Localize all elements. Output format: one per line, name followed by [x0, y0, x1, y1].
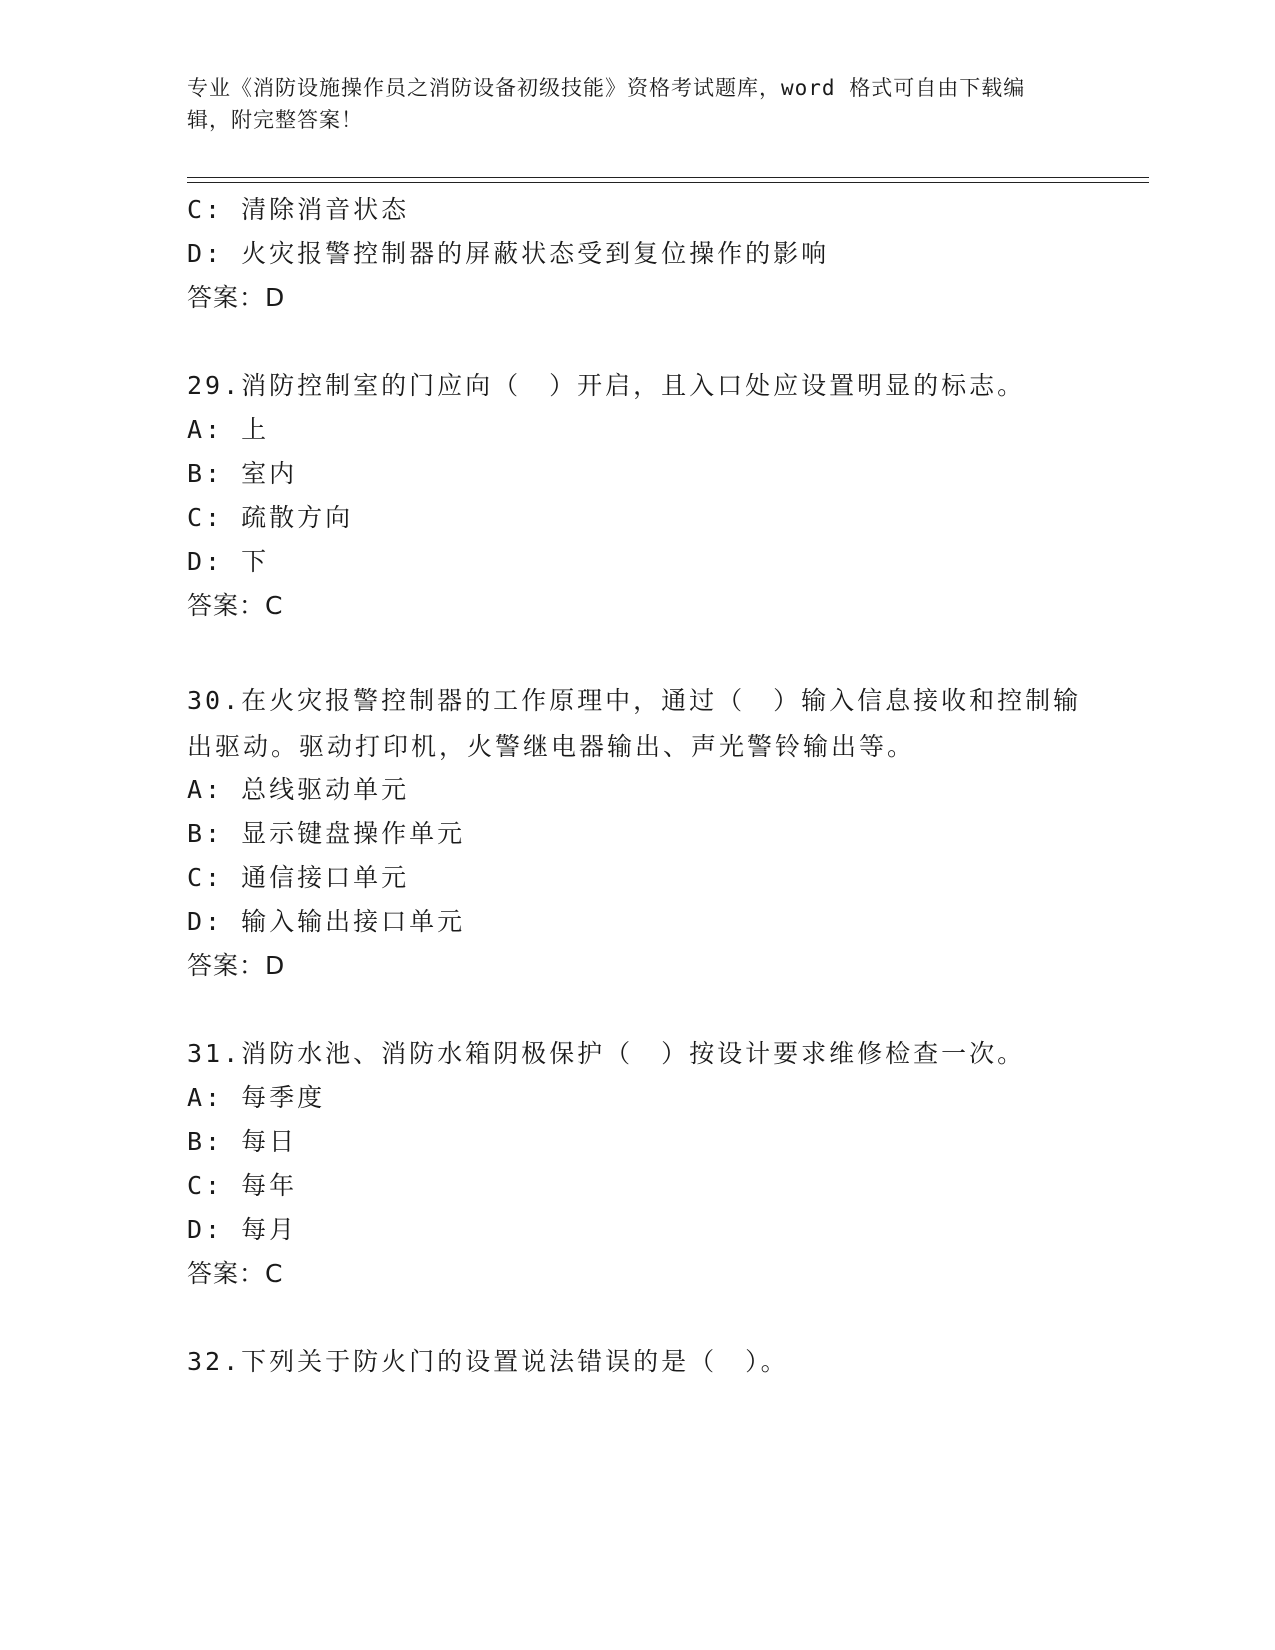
prev-option-c: C: 清除消音状态: [187, 195, 410, 224]
question-30-option-d: D: 输入输出接口单元: [187, 907, 466, 936]
question-30-text: 30.在火灾报警控制器的工作原理中，通过（ ）输入信息接收和控制输出驱动。驱动打印机，火警继电器输出、声光警铃输出等。: [187, 686, 1082, 761]
question-31-option-a: A: 每季度: [187, 1083, 326, 1112]
question-30-option-b: B: 显示键盘操作单元: [187, 819, 466, 848]
question-31-option-b: B: 每日: [187, 1127, 298, 1156]
question-30-option-a: A: 总线驱动单元: [187, 775, 410, 804]
question-29-option-a: A: 上: [187, 415, 270, 444]
question-31-option-c: C: 每年: [187, 1171, 298, 1200]
question-29-option-d: D: 下: [187, 547, 270, 576]
question-31-text: 31.消防水池、消防水箱阴极保护（ ）按设计要求维修检查一次。: [187, 1039, 1026, 1068]
question-29-option-c: C: 疏散方向: [187, 503, 354, 532]
question-30-answer: 答案：D: [187, 951, 286, 980]
question-29-answer: 答案：C: [187, 591, 284, 620]
prev-answer: 答案：D: [187, 283, 286, 312]
question-29-option-b: B: 室内: [187, 459, 298, 488]
header-divider-top: [187, 177, 1149, 178]
question-29-text: 29.消防控制室的门应向（ ）开启，且入口处应设置明显的标志。: [187, 371, 1026, 400]
question-32-text: 32.下列关于防火门的设置说法错误的是（ ）。: [187, 1347, 789, 1376]
header-divider-bottom: [187, 182, 1149, 183]
question-31-answer: 答案：C: [187, 1259, 284, 1288]
document-header: 专业《消防设施操作员之消防设备初级技能》资格考试题库，word 格式可自由下载编辑，附完整答案！: [187, 76, 1026, 132]
prev-option-d: D: 火灾报警控制器的屏蔽状态受到复位操作的影响: [187, 239, 830, 268]
question-31-option-d: D: 每月: [187, 1215, 298, 1244]
question-30-option-c: C: 通信接口单元: [187, 863, 410, 892]
